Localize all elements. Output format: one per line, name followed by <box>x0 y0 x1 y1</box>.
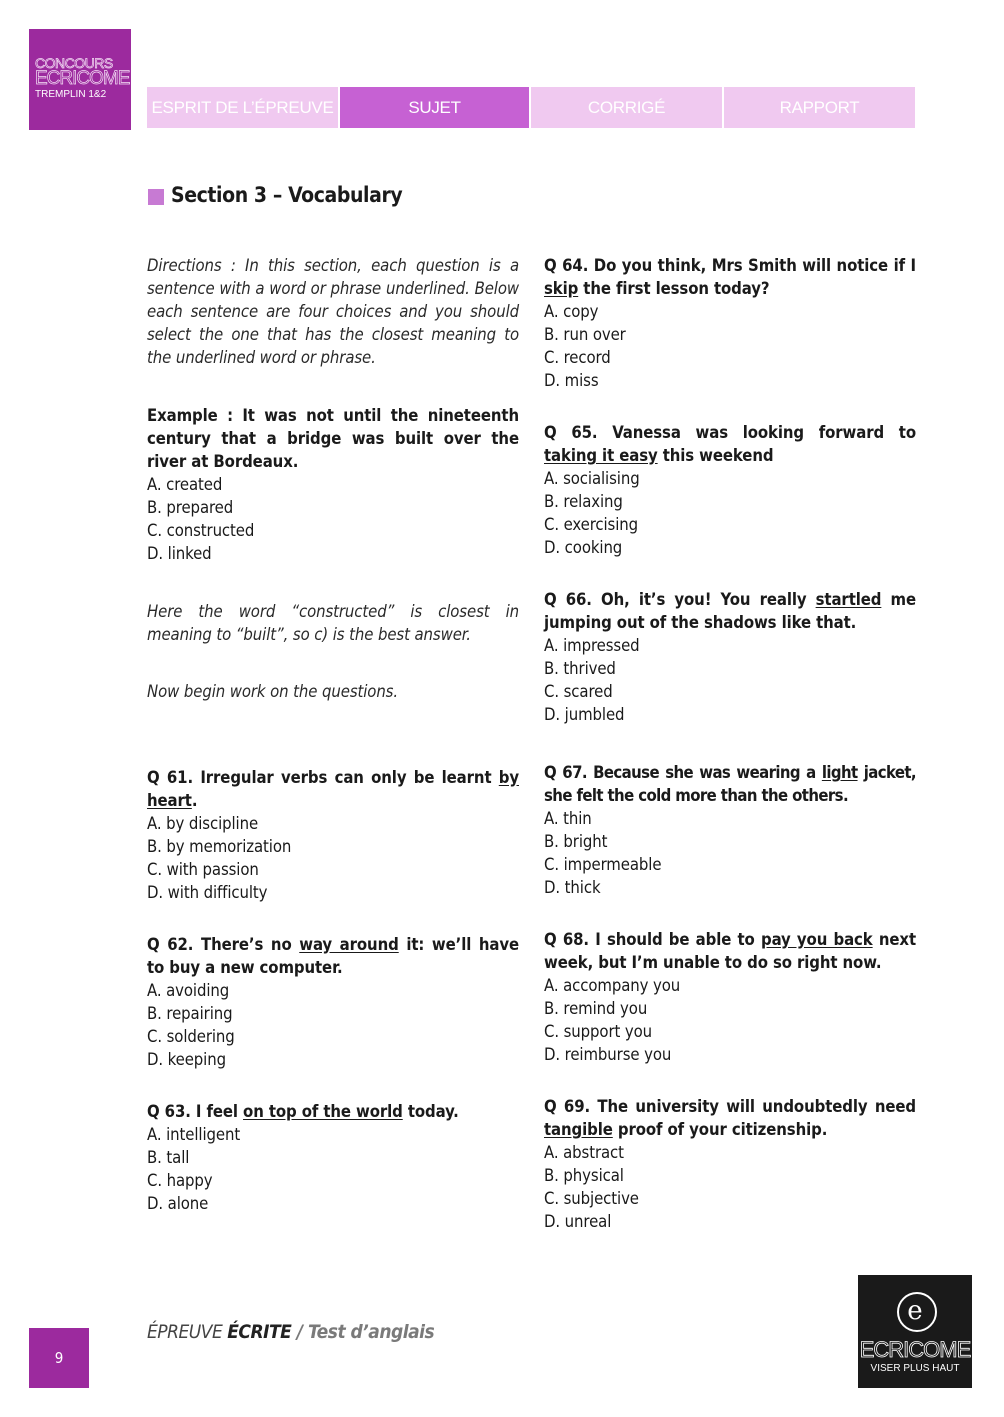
answer-option: D. cooking <box>544 538 623 557</box>
tab-esprit-epreuve[interactable]: ESPRIT DE L’ÉPREUVE <box>147 87 338 128</box>
answer-option: D. alone <box>147 1194 209 1213</box>
question-prompt: Q 68. I should be able to pay you back next week, but I’m unable to do so right now. <box>544 930 917 972</box>
example-option: C. constructed <box>147 521 255 540</box>
answer-option: C. soldering <box>147 1027 235 1046</box>
example-option: B. prepared <box>147 498 234 517</box>
tab-rapport[interactable]: RAPPORT <box>724 87 915 128</box>
question-prompt: Q 63. I feel on top of the world today. <box>147 1102 459 1121</box>
underlined-phrase: pay you back <box>760 930 873 949</box>
answer-option: A. socialising <box>544 469 640 488</box>
answer-option: A. accompany you <box>544 976 681 995</box>
answer-option: A. copy <box>544 302 599 321</box>
question-69 <box>544 1095 916 1233</box>
logo-line-ecricome: ECRICOME <box>35 68 130 89</box>
answer-option: D. thick <box>544 878 601 897</box>
section-marker-square <box>148 189 164 205</box>
question-68 <box>544 928 916 1066</box>
question-prompt: Q 62. There’s no way around it: we’ll have to buy a new computer. <box>147 935 520 977</box>
question-65 <box>544 421 916 559</box>
section-title: Section 3 – Vocabulary <box>171 183 403 207</box>
answer-option: B. remind you <box>544 999 648 1018</box>
underlined-phrase: by heart <box>147 768 519 810</box>
answer-option: A. thin <box>544 809 592 828</box>
answer-option: D. with difficulty <box>147 883 268 902</box>
answer-option: B. physical <box>544 1166 624 1185</box>
logo-line-concours: CONCOURS <box>35 55 113 71</box>
answer-option: C. support you <box>544 1022 652 1041</box>
directions-text: Directions : In this section, each question is a sentence with a word or phrase underlined. Below each sentence are four choices and you should select the one that has the closest meaning to the underlined word or phrase. <box>147 256 519 367</box>
underlined-phrase: light <box>821 763 858 782</box>
question-67 <box>544 761 916 899</box>
logo-tagline: VISER PLUS HAUT <box>870 1363 960 1374</box>
question-64 <box>544 254 916 392</box>
underlined-phrase: way around <box>299 935 399 954</box>
question-prompt: Q 61. Irregular verbs can only be learnt by heart. <box>147 768 519 810</box>
tab-sujet[interactable]: SUJET <box>340 87 529 128</box>
answer-option: A. intelligent <box>147 1125 241 1144</box>
answer-option: C. subjective <box>544 1189 639 1208</box>
footer-title: ÉPREUVE ÉCRITE / Test d’anglais <box>147 1321 435 1343</box>
left-column <box>147 254 519 1215</box>
answer-option: B. relaxing <box>544 492 623 511</box>
question-63 <box>147 1100 519 1215</box>
answer-option: B. repairing <box>147 1004 233 1023</box>
example-prompt: Example : It was not until the nineteenth century that a bridge was built over the river at Bordeaux. <box>147 406 519 471</box>
answer-option: C. exercising <box>544 515 639 534</box>
underlined-phrase: tangible <box>544 1120 613 1139</box>
question-prompt: Q 65. Vanessa was looking forward to taking it easy this weekend <box>544 423 916 465</box>
logo-name: ECRICOME <box>859 1337 971 1362</box>
answer-option: D. jumbled <box>544 705 625 724</box>
begin-instruction: Now begin work on the questions. <box>147 682 399 701</box>
question-prompt: Q 67. Because she was wearing a light jacket, she felt the cold more than the others. <box>544 763 916 805</box>
answer-option: A. impressed <box>544 636 640 655</box>
question-prompt: Q 66. Oh, it’s you! You really startled me jumping out of the shadows like that. <box>544 590 916 632</box>
answer-option: A. avoiding <box>147 981 230 1000</box>
answer-option: B. thrived <box>544 659 616 678</box>
answer-option: C. record <box>544 348 611 367</box>
answer-option: C. impermeable <box>544 855 662 874</box>
example-option: D. linked <box>147 544 212 563</box>
answer-option: D. miss <box>544 371 599 390</box>
example-block <box>147 404 519 565</box>
tab-corrige[interactable]: CORRIGÉ <box>531 87 722 128</box>
underlined-phrase: taking it easy <box>544 446 658 465</box>
question-prompt: Q 69. The university will undoubtedly need tangible proof of your citizenship. <box>544 1097 916 1139</box>
answer-option: D. unreal <box>544 1212 612 1231</box>
underlined-phrase: startled <box>815 590 882 609</box>
answer-option: C. scared <box>544 682 613 701</box>
answer-option: B. tall <box>147 1148 190 1167</box>
concours-logo <box>29 29 131 130</box>
question-62 <box>147 933 519 1071</box>
logo-e-icon: e <box>907 1296 923 1326</box>
answer-option: C. with passion <box>147 860 259 879</box>
answer-option: A. by discipline <box>147 814 259 833</box>
logo-line-tremplin: TREMPLIN 1&2 <box>35 89 107 100</box>
answer-option: C. happy <box>147 1171 213 1190</box>
example-explanation: Here the word “constructed” is closest in meaning to “built”, so c) is the best answer. <box>147 602 519 644</box>
answer-option: D. keeping <box>147 1050 226 1069</box>
answer-option: B. run over <box>544 325 626 344</box>
ecricome-logo <box>858 1275 972 1388</box>
answer-option: B. by memorization <box>147 837 292 856</box>
answer-option: D. reimburse you <box>544 1045 672 1064</box>
underlined-phrase: on top of the world <box>243 1102 403 1121</box>
question-66 <box>544 588 916 726</box>
underlined-phrase: skip <box>544 279 579 298</box>
right-column <box>544 254 916 1233</box>
question-61 <box>147 766 519 904</box>
question-prompt: Q 64. Do you think, Mrs Smith will notice if I skip the first lesson today? <box>544 256 916 298</box>
answer-option: B. bright <box>544 832 608 851</box>
page-number: 9 <box>29 1328 89 1388</box>
example-option: A. created <box>147 475 223 494</box>
answer-option: A. abstract <box>544 1143 624 1162</box>
